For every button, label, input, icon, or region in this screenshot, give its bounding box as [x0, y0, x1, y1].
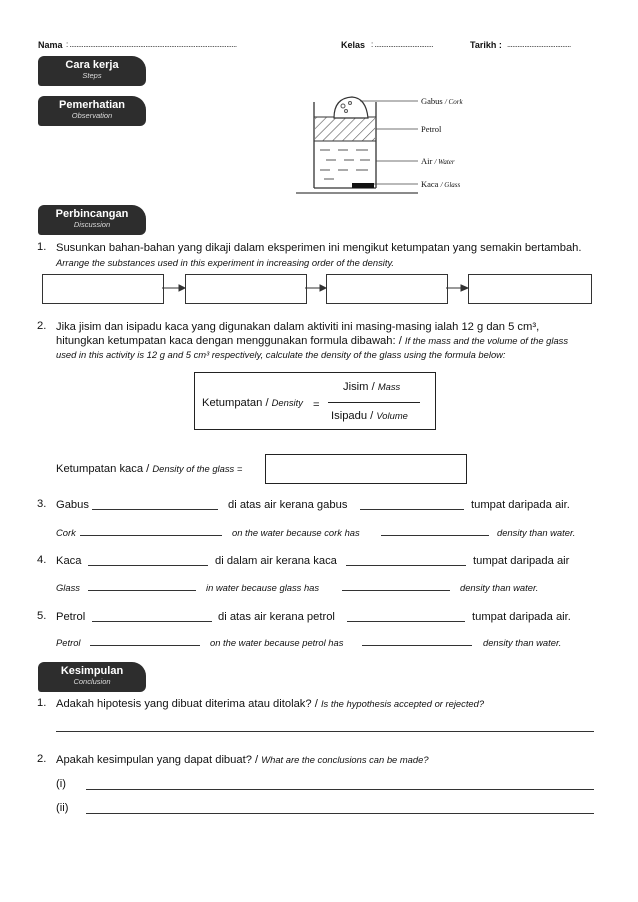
formula-left: Ketumpatan / Density — [202, 397, 303, 409]
steps-subtitle: Steps — [82, 71, 102, 80]
q5-en-blank-1[interactable] — [90, 645, 200, 646]
q5-en-blank-2[interactable] — [362, 645, 472, 646]
nama-label: Nama — [38, 40, 63, 50]
tarikh-label: Tarikh : — [470, 40, 502, 50]
q5-a: Petrol — [56, 611, 86, 623]
discussion-subtitle: Discussion — [73, 220, 111, 229]
observation-title: Pemerhatian — [58, 99, 126, 111]
q3-en-a: Cork — [56, 527, 76, 538]
observation-banner — [38, 96, 146, 126]
order-box-4[interactable] — [468, 274, 592, 304]
kelas-field[interactable]: : .................................. — [371, 40, 434, 49]
q5-number: 5. — [37, 610, 47, 622]
c2-ii-label: (ii) — [56, 802, 69, 814]
label-cork: Gabus / Cork — [421, 96, 463, 106]
q4-b: di dalam air kerana kaca — [215, 555, 337, 567]
q3-en-b: on the water because cork has — [232, 527, 360, 538]
q4-en-blank-2[interactable] — [342, 590, 450, 591]
c2-number: 2. — [37, 753, 47, 765]
fraction-bar — [328, 402, 420, 403]
q3-b: di atas air kerana gabus — [228, 499, 348, 511]
q2-text-b: hitungkan ketumpatan kaca dengan menggunakan formula dibawah: / If the mass and the volume of the glass — [56, 335, 569, 347]
q4-c: tumpat daripada air — [473, 555, 570, 567]
q3-blank-2[interactable] — [360, 509, 464, 510]
q5-c: tumpat daripada air. — [472, 611, 571, 623]
q4-en-c: density than water. — [460, 582, 539, 593]
label-petrol: Petrol — [421, 124, 442, 134]
nama-field[interactable]: : ................................................................................................. — [66, 40, 237, 49]
q2-translation: used in this activity is 12 g and 5 cm³ respectively, calculate the density of the glass using the formula below: — [56, 349, 506, 360]
q4-en-blank-1[interactable] — [88, 590, 196, 591]
q1-translation: Arrange the substances used in this experiment in increasing order of the density. — [56, 257, 395, 268]
q3-blank-1[interactable] — [92, 509, 218, 510]
q5-en-a: Petrol — [56, 637, 81, 648]
c2-text: Apakah kesimpulan yang dapat dibuat? / What are the conclusions can be made? — [56, 754, 429, 766]
q5-en-c: density than water. — [483, 637, 562, 648]
q2-text-a: Jika jisim dan isipadu kaca yang digunakan dalam aktiviti ini masing-masing ialah 12 g dan 5 cm³, — [56, 321, 540, 333]
observation-subtitle: Observation — [71, 111, 113, 120]
q3-en-blank-2[interactable] — [381, 535, 489, 536]
q3-c: tumpat daripada air. — [471, 499, 570, 511]
answer-box[interactable] — [265, 454, 467, 484]
q4-number: 4. — [37, 554, 47, 566]
discussion-banner — [38, 205, 146, 235]
conclusion-banner — [38, 662, 146, 692]
q5-blank-1[interactable] — [92, 621, 212, 622]
conclusion-subtitle: Conclusion — [73, 677, 111, 686]
c2-i-line[interactable] — [86, 789, 594, 790]
c1-text: Adakah hipotesis yang dibuat diterima atau ditolak? / Is the hypothesis accepted or rejected? — [56, 698, 485, 710]
q3-a: Gabus — [56, 499, 89, 511]
label-water: Air / Water — [421, 156, 455, 166]
q3-number: 3. — [37, 498, 47, 510]
q1-number: 1. — [37, 241, 47, 253]
q5-b: di atas air kerana petrol — [218, 611, 335, 623]
discussion-title: Perbincangan — [55, 208, 129, 220]
order-box-1[interactable] — [42, 274, 164, 304]
formula-denominator: Isipadu / Volume — [331, 410, 408, 422]
q4-blank-2[interactable] — [346, 565, 466, 566]
c2-i-label: (i) — [56, 778, 66, 790]
q4-en-b: in water because glass has — [206, 582, 320, 593]
c1-number: 1. — [37, 697, 47, 709]
tarikh-field[interactable]: ..................................... — [507, 40, 571, 49]
q2-number: 2. — [37, 320, 47, 332]
arrow-connectors — [162, 282, 470, 294]
steps-banner — [38, 56, 146, 86]
formula-numerator: Jisim / Mass — [343, 381, 401, 393]
c1-answer-line[interactable] — [56, 731, 594, 732]
q1-text: Susunkan bahan-bahan yang dikaji dalam eksperimen ini mengikut ketumpatan yang semakin bertambah. — [56, 242, 582, 254]
q5-blank-2[interactable] — [347, 621, 465, 622]
q4-a: Kaca — [56, 555, 82, 567]
q4-blank-1[interactable] — [88, 565, 208, 566]
conclusion-title: Kesimpulan — [60, 665, 124, 677]
formula-equals: = — [313, 399, 320, 411]
q3-en-blank-1[interactable] — [80, 535, 222, 536]
answer-label: Ketumpatan kaca / Density of the glass = — [56, 463, 243, 475]
steps-title: Cara kerja — [65, 59, 119, 71]
q4-en-a: Glass — [56, 582, 80, 593]
label-glass: Kaca / Glass — [421, 179, 461, 189]
c2-ii-line[interactable] — [86, 813, 594, 814]
kelas-label: Kelas — [341, 40, 366, 50]
q5-en-b: on the water because petrol has — [210, 637, 344, 648]
q3-en-c: density than water. — [497, 527, 576, 538]
